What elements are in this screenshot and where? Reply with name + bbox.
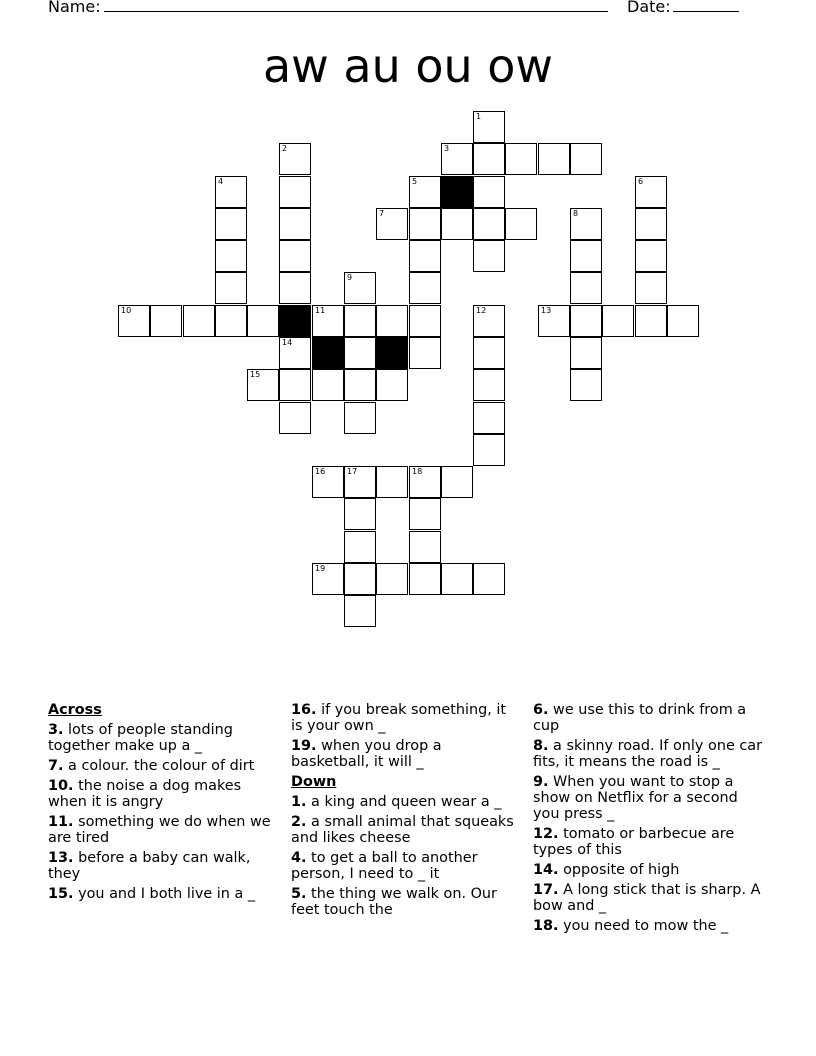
grid-cell[interactable] — [376, 563, 408, 595]
clue-item — [533, 774, 768, 822]
clue-item — [48, 814, 276, 846]
grid-cell[interactable] — [150, 305, 182, 337]
grid-cell[interactable] — [667, 305, 699, 337]
clue-text: to get a ball to another person, I need to _ it — [291, 850, 478, 882]
grid-cell[interactable] — [635, 208, 667, 240]
grid-cell[interactable] — [247, 305, 279, 337]
grid-cell[interactable] — [409, 531, 441, 563]
grid-cell[interactable] — [344, 595, 376, 627]
clue-text: A long stick that is sharp. A bow and _ — [533, 882, 761, 914]
clue-number: 2 — [282, 144, 288, 153]
clue-text: a king and queen wear a _ — [306, 794, 502, 810]
clue-num: 5. — [291, 886, 307, 902]
grid-cell[interactable] — [409, 337, 441, 369]
clue-text: opposite of high — [558, 862, 680, 878]
grid-cell[interactable] — [473, 563, 505, 595]
clue-item — [533, 826, 768, 858]
clue-text: we use this to drink from a cup — [533, 702, 747, 734]
grid-cell[interactable] — [279, 208, 311, 240]
grid-cell[interactable] — [312, 305, 344, 337]
grid-cell[interactable] — [570, 272, 602, 304]
clue-number: 18 — [412, 467, 423, 476]
clue-number: 13 — [541, 306, 552, 315]
clue-item — [291, 814, 521, 846]
grid-cell[interactable] — [505, 143, 537, 175]
black-cell — [441, 176, 473, 208]
grid-cell[interactable] — [215, 240, 247, 272]
grid-cell[interactable] — [279, 240, 311, 272]
clue-item — [533, 882, 768, 914]
clue-number: 9 — [347, 273, 353, 282]
grid-cell[interactable] — [635, 176, 667, 208]
black-cell — [376, 337, 408, 369]
clue-item — [533, 702, 768, 734]
clue-item — [291, 702, 521, 734]
grid-cell[interactable] — [344, 531, 376, 563]
clue-number: 11 — [315, 306, 326, 315]
clue-num: 13. — [48, 850, 74, 866]
grid-cell[interactable] — [570, 369, 602, 401]
clue-num: 11. — [48, 814, 74, 830]
grid-cell[interactable] — [279, 143, 311, 175]
clue-text: When you want to stop a show on Netflix for a second you press _ — [533, 774, 738, 822]
clue-num: 12. — [533, 826, 559, 842]
clue-num: 17. — [533, 882, 559, 898]
clue-text: before a baby can walk, they — [48, 850, 251, 882]
clue-num: 14. — [533, 862, 559, 878]
grid-cell[interactable] — [409, 176, 441, 208]
clue-item — [48, 758, 276, 774]
clue-num: 4. — [291, 850, 307, 866]
grid-cell[interactable] — [473, 111, 505, 143]
clue-number: 12 — [476, 306, 487, 315]
clues-column-3 — [533, 702, 768, 938]
clue-item — [533, 738, 768, 770]
clue-num: 8. — [533, 738, 549, 754]
grid-cell[interactable] — [441, 208, 473, 240]
clue-item — [48, 886, 276, 902]
clue-num: 10. — [48, 778, 74, 794]
grid-cell[interactable] — [602, 305, 634, 337]
down-heading: Down — [291, 774, 337, 790]
grid-cell[interactable] — [473, 176, 505, 208]
clue-number: 17 — [347, 467, 358, 476]
clue-num: 1. — [291, 794, 307, 810]
grid-cell[interactable] — [344, 402, 376, 434]
grid-cell[interactable] — [344, 337, 376, 369]
grid-cell[interactable] — [570, 240, 602, 272]
grid-cell[interactable] — [312, 369, 344, 401]
clue-text: a small animal that squeaks and likes cheese — [291, 814, 514, 846]
clue-number: 8 — [573, 209, 579, 218]
grid-cell[interactable] — [376, 208, 408, 240]
clue-item — [291, 886, 521, 918]
black-cell — [312, 337, 344, 369]
grid-cell[interactable] — [376, 369, 408, 401]
date-label: Date: — [627, 0, 671, 16]
across-heading: Across — [48, 702, 102, 718]
grid-cell[interactable] — [183, 305, 215, 337]
clue-text: tomato or barbecue are types of this — [533, 826, 735, 858]
grid-cell[interactable] — [473, 143, 505, 175]
grid-cell[interactable] — [409, 272, 441, 304]
grid-cell[interactable] — [570, 143, 602, 175]
clue-item — [48, 722, 276, 754]
clue-text: when you drop a basketball, it will _ — [291, 738, 442, 770]
grid-cell[interactable] — [118, 305, 150, 337]
clue-text: if you break something, it is your own _ — [291, 702, 507, 734]
grid-cell[interactable] — [635, 272, 667, 304]
grid-cell[interactable] — [570, 337, 602, 369]
grid-cell[interactable] — [344, 272, 376, 304]
grid-cell[interactable] — [215, 176, 247, 208]
clue-num: 7. — [48, 758, 64, 774]
clue-item — [533, 918, 768, 934]
grid-cell[interactable] — [538, 143, 570, 175]
clue-item — [291, 850, 521, 882]
grid-cell[interactable] — [409, 563, 441, 595]
grid-cell[interactable] — [279, 337, 311, 369]
grid-cell[interactable] — [441, 143, 473, 175]
grid-cell[interactable] — [473, 337, 505, 369]
grid-cell[interactable] — [441, 466, 473, 498]
grid-cell[interactable] — [538, 305, 570, 337]
clue-item — [48, 778, 276, 810]
clue-number: 1 — [476, 112, 482, 121]
grid-cell[interactable] — [473, 240, 505, 272]
clue-number: 19 — [315, 564, 326, 573]
grid-cell[interactable] — [279, 369, 311, 401]
clue-number: 5 — [412, 177, 418, 186]
clue-item — [291, 794, 521, 810]
grid-cell[interactable] — [409, 240, 441, 272]
grid-cell[interactable] — [344, 466, 376, 498]
clues-column-1 — [48, 702, 276, 906]
grid-cell[interactable] — [635, 240, 667, 272]
clue-num: 6. — [533, 702, 549, 718]
grid-cell[interactable] — [279, 272, 311, 304]
grid-cell[interactable] — [344, 305, 376, 337]
grid-cell[interactable] — [473, 402, 505, 434]
clue-number: 10 — [121, 306, 132, 315]
page-title: aw au ou ow — [262, 39, 554, 93]
black-cell — [279, 305, 311, 337]
grid-cell[interactable] — [376, 466, 408, 498]
grid-cell[interactable] — [409, 498, 441, 530]
grid-cell[interactable] — [473, 305, 505, 337]
clue-number: 7 — [379, 209, 385, 218]
clue-num: 15. — [48, 886, 74, 902]
clue-num: 9. — [533, 774, 549, 790]
clue-num: 16. — [291, 702, 317, 718]
clue-text: a colour. the colour of dirt — [63, 758, 255, 774]
clue-text: a skinny road. If only one car fits, it means the road is _ — [533, 738, 763, 770]
grid-cell[interactable] — [344, 563, 376, 595]
grid-cell[interactable] — [215, 305, 247, 337]
clue-text: the noise a dog makes when it is angry — [48, 778, 242, 810]
clue-text: something we do when we are tired — [48, 814, 271, 846]
clue-number: 16 — [315, 467, 326, 476]
clue-num: 2. — [291, 814, 307, 830]
grid-cell[interactable] — [473, 434, 505, 466]
clue-item — [48, 850, 276, 882]
clue-number: 14 — [282, 338, 293, 347]
grid-cell[interactable] — [409, 305, 441, 337]
grid-cell[interactable] — [312, 466, 344, 498]
clue-num: 3. — [48, 722, 64, 738]
clue-number: 3 — [444, 144, 450, 153]
grid-cell[interactable] — [409, 208, 441, 240]
clue-num: 19. — [291, 738, 317, 754]
grid-cell[interactable] — [344, 369, 376, 401]
grid-cell[interactable] — [473, 369, 505, 401]
clue-text: you need to mow the _ — [558, 918, 729, 934]
name-label: Name: — [48, 0, 101, 16]
clue-number: 4 — [218, 177, 224, 186]
clue-number: 15 — [250, 370, 261, 379]
grid-cell[interactable] — [505, 208, 537, 240]
clue-item — [533, 862, 768, 878]
grid-cell[interactable] — [279, 176, 311, 208]
grid-cell[interactable] — [215, 272, 247, 304]
grid-cell[interactable] — [376, 305, 408, 337]
grid-cell[interactable] — [635, 305, 667, 337]
grid-cell[interactable] — [570, 208, 602, 240]
clue-text: lots of people standing together make up a _ — [48, 722, 233, 754]
grid-cell[interactable] — [247, 369, 279, 401]
clues-column-2 — [291, 702, 521, 922]
grid-cell[interactable] — [570, 305, 602, 337]
grid-cell[interactable] — [473, 208, 505, 240]
grid-cell[interactable] — [409, 466, 441, 498]
clue-text: the thing we walk on. Our feet touch the — [291, 886, 497, 918]
grid-cell[interactable] — [279, 402, 311, 434]
grid-cell[interactable] — [441, 563, 473, 595]
clue-number: 6 — [638, 177, 644, 186]
clue-num: 18. — [533, 918, 559, 934]
clue-item — [291, 738, 521, 770]
grid-cell[interactable] — [215, 208, 247, 240]
clue-text: you and I both live in a _ — [73, 886, 256, 902]
grid-cell[interactable] — [344, 498, 376, 530]
grid-cell[interactable] — [312, 563, 344, 595]
